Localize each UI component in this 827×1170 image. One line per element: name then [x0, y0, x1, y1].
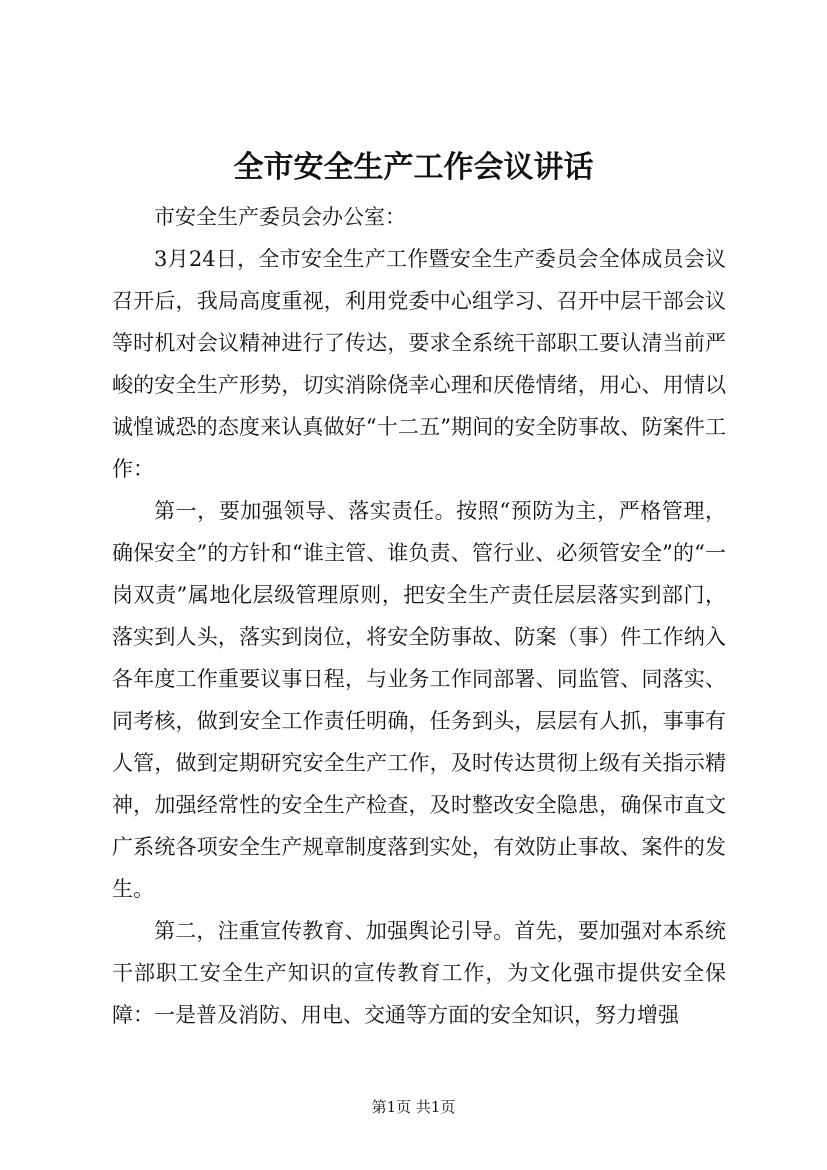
document-title: 全市安全生产工作会议讲话 [233, 150, 594, 185]
salutation: 市安全生产委员会办公室： [154, 205, 406, 229]
paragraph-1: 3月24日，全市安全生产工作暨安全生产委员会全体成员会议召开后，我局高度重视，利用党委中心组学习、召开中层干部会议等时机对会议精神进行了传达，要求全系统干部职工要认清当前严峻的安全生产形势，切实消除侥幸心理和厌倦情绪，用心、用情以诚惶诚恐的态度来认真做好“十二五”期间的安全防事故、防案件工作： [112, 247, 726, 481]
document-body [112, 196, 726, 1036]
paragraph-2: 第一，要加强领导、落实责任。按照“预防为主，严格管理，确保安全”的方针和“谁主管、谁负责、管行业、必须管安全”的“一岗双责”属地化层级管理原则，把安全生产责任层层落实到部门，落实到人头，落实到岗位，将安全防事故、防案（事）件工作纳入各年度工作重要议事日程，与业务工作同部署、同监管、同落实、同考核，做到安全工作责任明确，任务到头，层层有人抓，事事有人管，做到定期研究安全生产工作，及时传达贯彻上级有关指示精神，加强经常性的安全生产检查，及时整改安全隐患，确保市直文广系统各项安全生产规章制度落到实处，有效防止事故、案件的发生。 [112, 499, 726, 901]
paragraph-3: 第二，注重宣传教育、加强舆论引导。首先，要加强对本系统干部职工安全生产知识的宣传教育工作，为文化强市提供安全保障：一是普及消防、用电、交通等方面的安全知识，努力增强 [112, 919, 726, 1027]
page-footer: 第1页 共1页 [371, 1098, 456, 1116]
